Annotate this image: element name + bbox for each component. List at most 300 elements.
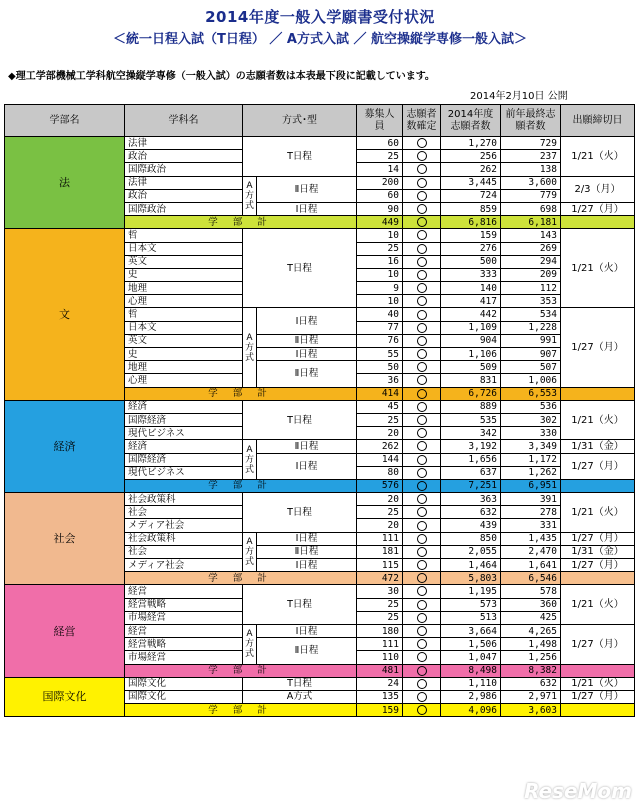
quota-cell: 25 bbox=[357, 506, 403, 519]
dept-name: 現代ビジネス bbox=[125, 466, 243, 479]
total-quota: 414 bbox=[357, 387, 403, 400]
quota-cell: 24 bbox=[357, 677, 403, 690]
header-prev: 前年最終志願者数 bbox=[501, 105, 561, 137]
prev-cell: 278 bbox=[501, 506, 561, 519]
confirmed-circle-icon bbox=[417, 362, 427, 372]
prev-cell: 991 bbox=[501, 334, 561, 347]
confirmed-circle-icon bbox=[417, 151, 427, 161]
prev-cell: 907 bbox=[501, 348, 561, 361]
apps-cell: 1,464 bbox=[441, 559, 501, 572]
quota-cell: 36 bbox=[357, 374, 403, 387]
confirmed-cell bbox=[403, 400, 441, 413]
faculty-name: 経済 bbox=[5, 400, 125, 492]
apps-cell: 500 bbox=[441, 255, 501, 268]
prev-cell: 1,435 bbox=[501, 532, 561, 545]
confirmed-cell bbox=[403, 493, 441, 506]
prev-cell: 331 bbox=[501, 519, 561, 532]
dept-name: 哲 bbox=[125, 229, 243, 242]
confirmed-cell bbox=[403, 440, 441, 453]
prev-cell: 1,256 bbox=[501, 651, 561, 664]
method-schedule-2: Ⅱ日程 bbox=[257, 638, 357, 664]
prev-cell: 779 bbox=[501, 189, 561, 202]
dept-name: 国際経済 bbox=[125, 453, 243, 466]
page-title: 2014年度一般入学願書受付状況 bbox=[205, 8, 435, 26]
method-t: T日程 bbox=[243, 229, 357, 308]
method-schedule-1: Ⅰ日程 bbox=[257, 559, 357, 572]
header-deadline: 出願締切日 bbox=[561, 105, 635, 137]
deadline-cell: 1/27（月） bbox=[561, 453, 635, 479]
apps-cell: 1,656 bbox=[441, 453, 501, 466]
confirmed-circle-icon bbox=[417, 507, 427, 517]
faculty-name: 社会 bbox=[5, 493, 125, 585]
confirmed-cell bbox=[403, 374, 441, 387]
method-schedule-1: Ⅰ日程 bbox=[257, 532, 357, 545]
confirmed-circle-icon bbox=[417, 310, 427, 320]
dept-name: 英文 bbox=[125, 255, 243, 268]
apps-cell: 442 bbox=[441, 308, 501, 321]
confirmed-cell bbox=[403, 176, 441, 189]
method-a: A方式 bbox=[243, 440, 257, 480]
confirmed-cell bbox=[403, 559, 441, 572]
method-schedule-2: Ⅱ日程 bbox=[257, 545, 357, 558]
confirmed-cell bbox=[403, 150, 441, 163]
method-schedule-2: Ⅱ日程 bbox=[257, 334, 357, 347]
dept-name: 史 bbox=[125, 348, 243, 361]
method-a: A方式 bbox=[243, 176, 257, 216]
quota-cell: 135 bbox=[357, 690, 403, 703]
prev-cell: 1,006 bbox=[501, 374, 561, 387]
deadline-cell: 1/27（月） bbox=[561, 202, 635, 215]
confirmed-cell bbox=[403, 308, 441, 321]
confirmed-circle-icon bbox=[417, 547, 427, 557]
dept-name: 国際経済 bbox=[125, 413, 243, 426]
method-schedule-2: Ⅱ日程 bbox=[257, 361, 357, 387]
dept-name: 経営 bbox=[125, 585, 243, 598]
apps-cell: 1,106 bbox=[441, 348, 501, 361]
dept-name: 政治 bbox=[125, 189, 243, 202]
prev-cell: 507 bbox=[501, 361, 561, 374]
faculty-name: 文 bbox=[5, 229, 125, 400]
prev-cell: 729 bbox=[501, 137, 561, 150]
table-row bbox=[5, 585, 635, 598]
confirmed-circle-icon bbox=[417, 573, 427, 583]
confirmed-circle-icon bbox=[417, 455, 427, 465]
total-prev: 6,181 bbox=[501, 216, 561, 229]
dept-name: 英文 bbox=[125, 334, 243, 347]
method-schedule-1: Ⅰ日程 bbox=[257, 624, 357, 637]
dept-name: 国際政治 bbox=[125, 202, 243, 215]
apps-cell: 333 bbox=[441, 268, 501, 281]
apps-cell: 573 bbox=[441, 598, 501, 611]
total-prev: 8,382 bbox=[501, 664, 561, 677]
confirmed-cell bbox=[403, 413, 441, 426]
apps-cell: 256 bbox=[441, 150, 501, 163]
dept-name: 市場経営 bbox=[125, 651, 243, 664]
total-confirmed bbox=[403, 479, 441, 492]
quota-cell: 262 bbox=[357, 440, 403, 453]
quota-cell: 9 bbox=[357, 282, 403, 295]
dept-name: 社会 bbox=[125, 545, 243, 558]
quota-cell: 25 bbox=[357, 150, 403, 163]
method-schedule-2: Ⅱ日程 bbox=[257, 440, 357, 453]
confirmed-cell bbox=[403, 466, 441, 479]
quota-cell: 90 bbox=[357, 202, 403, 215]
applications-table bbox=[4, 104, 635, 717]
confirmed-cell bbox=[403, 690, 441, 703]
apps-cell: 417 bbox=[441, 295, 501, 308]
total-prev: 6,553 bbox=[501, 387, 561, 400]
confirmed-cell bbox=[403, 361, 441, 374]
dept-name: 地理 bbox=[125, 282, 243, 295]
prev-cell: 330 bbox=[501, 427, 561, 440]
faculty-name: 法 bbox=[5, 137, 125, 229]
prev-cell: 3,600 bbox=[501, 176, 561, 189]
deadline-cell: 1/27（月） bbox=[561, 308, 635, 387]
prev-cell: 425 bbox=[501, 611, 561, 624]
method-t: T日程 bbox=[243, 137, 357, 177]
total-apps: 6,726 bbox=[441, 387, 501, 400]
dept-name: 法律 bbox=[125, 137, 243, 150]
confirmed-circle-icon bbox=[417, 652, 427, 662]
faculty-name: 国際文化 bbox=[5, 677, 125, 717]
apps-cell: 3,664 bbox=[441, 624, 501, 637]
prev-cell: 578 bbox=[501, 585, 561, 598]
subtotal-label: 学 部 計 bbox=[125, 387, 357, 400]
total-apps: 6,816 bbox=[441, 216, 501, 229]
confirmed-circle-icon bbox=[417, 468, 427, 478]
dept-name: 国際文化 bbox=[125, 690, 243, 703]
confirmed-circle-icon bbox=[417, 336, 427, 346]
confirmed-cell bbox=[403, 532, 441, 545]
quota-cell: 20 bbox=[357, 493, 403, 506]
apps-cell: 342 bbox=[441, 427, 501, 440]
dept-name: 国際文化 bbox=[125, 677, 243, 690]
apps-cell: 904 bbox=[441, 334, 501, 347]
header-method: 方式･型 bbox=[243, 105, 357, 137]
confirmed-circle-icon bbox=[417, 178, 427, 188]
dept-name: 史 bbox=[125, 268, 243, 281]
subtotal-label: 学 部 計 bbox=[125, 479, 357, 492]
prev-cell: 632 bbox=[501, 677, 561, 690]
confirmed-circle-icon bbox=[417, 613, 427, 623]
confirmed-circle-icon bbox=[417, 204, 427, 214]
prev-cell: 534 bbox=[501, 308, 561, 321]
confirmed-cell bbox=[403, 348, 441, 361]
total-confirmed bbox=[403, 572, 441, 585]
prev-cell: 360 bbox=[501, 598, 561, 611]
method-a: A方式 bbox=[243, 690, 357, 703]
quota-cell: 55 bbox=[357, 348, 403, 361]
table-header-row bbox=[5, 105, 635, 137]
apps-cell: 859 bbox=[441, 202, 501, 215]
dept-name: 地理 bbox=[125, 361, 243, 374]
prev-cell: 294 bbox=[501, 255, 561, 268]
header-dept: 学科名 bbox=[125, 105, 243, 137]
dept-name: 国際政治 bbox=[125, 163, 243, 176]
subtotal-label: 学 部 計 bbox=[125, 664, 357, 677]
quota-cell: 60 bbox=[357, 137, 403, 150]
table-row bbox=[5, 493, 635, 506]
method-schedule-2: Ⅱ日程 bbox=[257, 176, 357, 202]
dept-name: 政治 bbox=[125, 150, 243, 163]
prev-cell: 1,498 bbox=[501, 638, 561, 651]
confirmed-circle-icon bbox=[417, 679, 427, 689]
confirmed-circle-icon bbox=[417, 230, 427, 240]
quota-cell: 111 bbox=[357, 638, 403, 651]
quota-cell: 25 bbox=[357, 413, 403, 426]
confirmed-circle-icon bbox=[417, 494, 427, 504]
confirmed-cell bbox=[403, 334, 441, 347]
dept-name: 社会 bbox=[125, 506, 243, 519]
quota-cell: 10 bbox=[357, 295, 403, 308]
confirmed-cell bbox=[403, 624, 441, 637]
confirmed-circle-icon bbox=[417, 257, 427, 267]
quota-cell: 110 bbox=[357, 651, 403, 664]
prev-cell: 1,262 bbox=[501, 466, 561, 479]
confirmed-circle-icon bbox=[417, 441, 427, 451]
confirmed-circle-icon bbox=[417, 415, 427, 425]
apps-cell: 1,270 bbox=[441, 137, 501, 150]
total-deadline bbox=[561, 216, 635, 229]
confirmed-circle-icon bbox=[417, 600, 427, 610]
quota-cell: 45 bbox=[357, 400, 403, 413]
total-deadline bbox=[561, 664, 635, 677]
header-apps2014: 2014年度志願者数 bbox=[441, 105, 501, 137]
confirmed-cell bbox=[403, 163, 441, 176]
quota-cell: 25 bbox=[357, 611, 403, 624]
confirmed-circle-icon bbox=[417, 626, 427, 636]
total-deadline bbox=[561, 387, 635, 400]
total-confirmed bbox=[403, 704, 441, 717]
confirmed-cell bbox=[403, 282, 441, 295]
prev-cell: 237 bbox=[501, 150, 561, 163]
table-row bbox=[5, 677, 635, 690]
confirmed-circle-icon bbox=[417, 666, 427, 676]
dept-name: 法律 bbox=[125, 176, 243, 189]
method-schedule-1: Ⅰ日程 bbox=[257, 348, 357, 361]
quota-cell: 200 bbox=[357, 176, 403, 189]
dept-name: 心理 bbox=[125, 374, 243, 387]
apps-cell: 1,506 bbox=[441, 638, 501, 651]
prev-cell: 112 bbox=[501, 282, 561, 295]
dept-name: メディア社会 bbox=[125, 519, 243, 532]
prev-cell: 1,228 bbox=[501, 321, 561, 334]
total-quota: 159 bbox=[357, 704, 403, 717]
confirmed-circle-icon bbox=[417, 244, 427, 254]
total-confirmed bbox=[403, 664, 441, 677]
confirmed-cell bbox=[403, 453, 441, 466]
method-t: T日程 bbox=[243, 400, 357, 440]
subtotal-label: 学 部 計 bbox=[125, 704, 357, 717]
quota-cell: 10 bbox=[357, 268, 403, 281]
table-row bbox=[5, 229, 635, 242]
total-apps: 7,251 bbox=[441, 479, 501, 492]
confirmed-circle-icon bbox=[417, 692, 427, 702]
confirmed-circle-icon bbox=[417, 481, 427, 491]
confirmed-cell bbox=[403, 295, 441, 308]
confirmed-cell bbox=[403, 321, 441, 334]
total-quota: 481 bbox=[357, 664, 403, 677]
confirmed-circle-icon bbox=[417, 389, 427, 399]
prev-cell: 138 bbox=[501, 163, 561, 176]
dept-name: 経営戦略 bbox=[125, 598, 243, 611]
prev-cell: 302 bbox=[501, 413, 561, 426]
confirmed-cell bbox=[403, 229, 441, 242]
confirmed-cell bbox=[403, 268, 441, 281]
confirmed-circle-icon bbox=[417, 349, 427, 359]
dept-name: 心理 bbox=[125, 295, 243, 308]
prev-cell: 1,641 bbox=[501, 559, 561, 572]
apps-cell: 3,445 bbox=[441, 176, 501, 189]
confirmed-circle-icon bbox=[417, 402, 427, 412]
apps-cell: 1,109 bbox=[441, 321, 501, 334]
quota-cell: 40 bbox=[357, 308, 403, 321]
confirmed-circle-icon bbox=[417, 705, 427, 715]
confirmed-circle-icon bbox=[417, 191, 427, 201]
apps-cell: 509 bbox=[441, 361, 501, 374]
confirmed-circle-icon bbox=[417, 586, 427, 596]
confirmed-cell bbox=[403, 189, 441, 202]
confirmed-circle-icon bbox=[417, 639, 427, 649]
confirmed-cell bbox=[403, 202, 441, 215]
page-subtitle: ＜統一日程入試（T日程） ／ A方式入試 ／ 航空操縦学専修一般入試＞ bbox=[112, 32, 528, 47]
total-confirmed bbox=[403, 216, 441, 229]
dept-name: 経済 bbox=[125, 440, 243, 453]
quota-cell: 16 bbox=[357, 255, 403, 268]
total-apps: 8,498 bbox=[441, 664, 501, 677]
confirmed-cell bbox=[403, 611, 441, 624]
confirmed-cell bbox=[403, 585, 441, 598]
dept-name: 日本文 bbox=[125, 321, 243, 334]
confirmed-circle-icon bbox=[417, 164, 427, 174]
method-a: A方式 bbox=[243, 624, 257, 664]
method-schedule-1: Ⅰ日程 bbox=[257, 453, 357, 479]
subtotal-label: 学 部 計 bbox=[125, 216, 357, 229]
deadline-cell: 1/27（月） bbox=[561, 532, 635, 545]
quota-cell: 14 bbox=[357, 163, 403, 176]
method-a: A方式 bbox=[243, 308, 257, 387]
total-prev: 6,546 bbox=[501, 572, 561, 585]
quota-cell: 10 bbox=[357, 229, 403, 242]
table-row bbox=[5, 400, 635, 413]
header-quota: 募集人員 bbox=[357, 105, 403, 137]
confirmed-cell bbox=[403, 255, 441, 268]
confirmed-cell bbox=[403, 651, 441, 664]
confirmed-circle-icon bbox=[417, 521, 427, 531]
deadline-cell: 1/21（火） bbox=[561, 229, 635, 308]
quota-cell: 144 bbox=[357, 453, 403, 466]
table-row bbox=[5, 137, 635, 150]
total-deadline bbox=[561, 572, 635, 585]
apps-cell: 2,986 bbox=[441, 690, 501, 703]
method-schedule-1: Ⅰ日程 bbox=[257, 202, 357, 215]
apps-cell: 637 bbox=[441, 466, 501, 479]
apps-cell: 2,055 bbox=[441, 545, 501, 558]
quota-cell: 30 bbox=[357, 585, 403, 598]
apps-cell: 889 bbox=[441, 400, 501, 413]
note: ◆理工学部機械工学科航空操縦学専修（一般入試）の志願者数は本表最下段に記載しています。 bbox=[8, 71, 435, 82]
quota-cell: 20 bbox=[357, 519, 403, 532]
dept-name: 経済 bbox=[125, 400, 243, 413]
confirmed-cell bbox=[403, 545, 441, 558]
confirmed-circle-icon bbox=[417, 534, 427, 544]
watermark-logo: ReseMom bbox=[524, 779, 632, 803]
publish-date: 2014年2月10日 公開 bbox=[470, 91, 568, 102]
subtotal-label: 学 部 計 bbox=[125, 572, 357, 585]
dept-name: 経営 bbox=[125, 624, 243, 637]
prev-cell: 353 bbox=[501, 295, 561, 308]
apps-cell: 1,047 bbox=[441, 651, 501, 664]
apps-cell: 513 bbox=[441, 611, 501, 624]
method-t: T日程 bbox=[243, 677, 357, 690]
header-confirmed: 志願者数確定 bbox=[403, 105, 441, 137]
confirmed-cell bbox=[403, 427, 441, 440]
confirmed-cell bbox=[403, 242, 441, 255]
prev-cell: 536 bbox=[501, 400, 561, 413]
total-prev: 3,603 bbox=[501, 704, 561, 717]
quota-cell: 60 bbox=[357, 189, 403, 202]
apps-cell: 535 bbox=[441, 413, 501, 426]
method-t: T日程 bbox=[243, 493, 357, 533]
method-a: A方式 bbox=[243, 532, 257, 572]
confirmed-circle-icon bbox=[417, 217, 427, 227]
total-quota: 576 bbox=[357, 479, 403, 492]
prev-cell: 2,470 bbox=[501, 545, 561, 558]
total-quota: 449 bbox=[357, 216, 403, 229]
quota-cell: 25 bbox=[357, 242, 403, 255]
dept-name: 社会政策科 bbox=[125, 532, 243, 545]
apps-cell: 632 bbox=[441, 506, 501, 519]
deadline-cell: 1/21（火） bbox=[561, 677, 635, 690]
prev-cell: 3,349 bbox=[501, 440, 561, 453]
deadline-cell: 1/21（火） bbox=[561, 137, 635, 177]
apps-cell: 1,195 bbox=[441, 585, 501, 598]
apps-cell: 262 bbox=[441, 163, 501, 176]
dept-name: 経営戦略 bbox=[125, 638, 243, 651]
total-deadline bbox=[561, 704, 635, 717]
prev-cell: 1,172 bbox=[501, 453, 561, 466]
apps-cell: 140 bbox=[441, 282, 501, 295]
confirmed-cell bbox=[403, 506, 441, 519]
apps-cell: 3,192 bbox=[441, 440, 501, 453]
confirmed-circle-icon bbox=[417, 283, 427, 293]
dept-name: 市場経営 bbox=[125, 611, 243, 624]
prev-cell: 269 bbox=[501, 242, 561, 255]
quota-cell: 77 bbox=[357, 321, 403, 334]
quota-cell: 25 bbox=[357, 598, 403, 611]
confirmed-circle-icon bbox=[417, 323, 427, 333]
prev-cell: 391 bbox=[501, 493, 561, 506]
deadline-cell: 2/3（月） bbox=[561, 176, 635, 202]
apps-cell: 439 bbox=[441, 519, 501, 532]
prev-cell: 2,971 bbox=[501, 690, 561, 703]
quota-cell: 80 bbox=[357, 466, 403, 479]
apps-cell: 363 bbox=[441, 493, 501, 506]
quota-cell: 181 bbox=[357, 545, 403, 558]
confirmed-cell bbox=[403, 638, 441, 651]
apps-cell: 1,110 bbox=[441, 677, 501, 690]
confirmed-circle-icon bbox=[417, 270, 427, 280]
deadline-cell: 1/21（火） bbox=[561, 400, 635, 440]
deadline-cell: 1/21（火） bbox=[561, 585, 635, 625]
total-apps: 4,096 bbox=[441, 704, 501, 717]
method-t: T日程 bbox=[243, 585, 357, 625]
faculty-name: 経営 bbox=[5, 585, 125, 677]
total-confirmed bbox=[403, 387, 441, 400]
confirmed-cell bbox=[403, 598, 441, 611]
dept-name: 社会政策科 bbox=[125, 493, 243, 506]
quota-cell: 111 bbox=[357, 532, 403, 545]
